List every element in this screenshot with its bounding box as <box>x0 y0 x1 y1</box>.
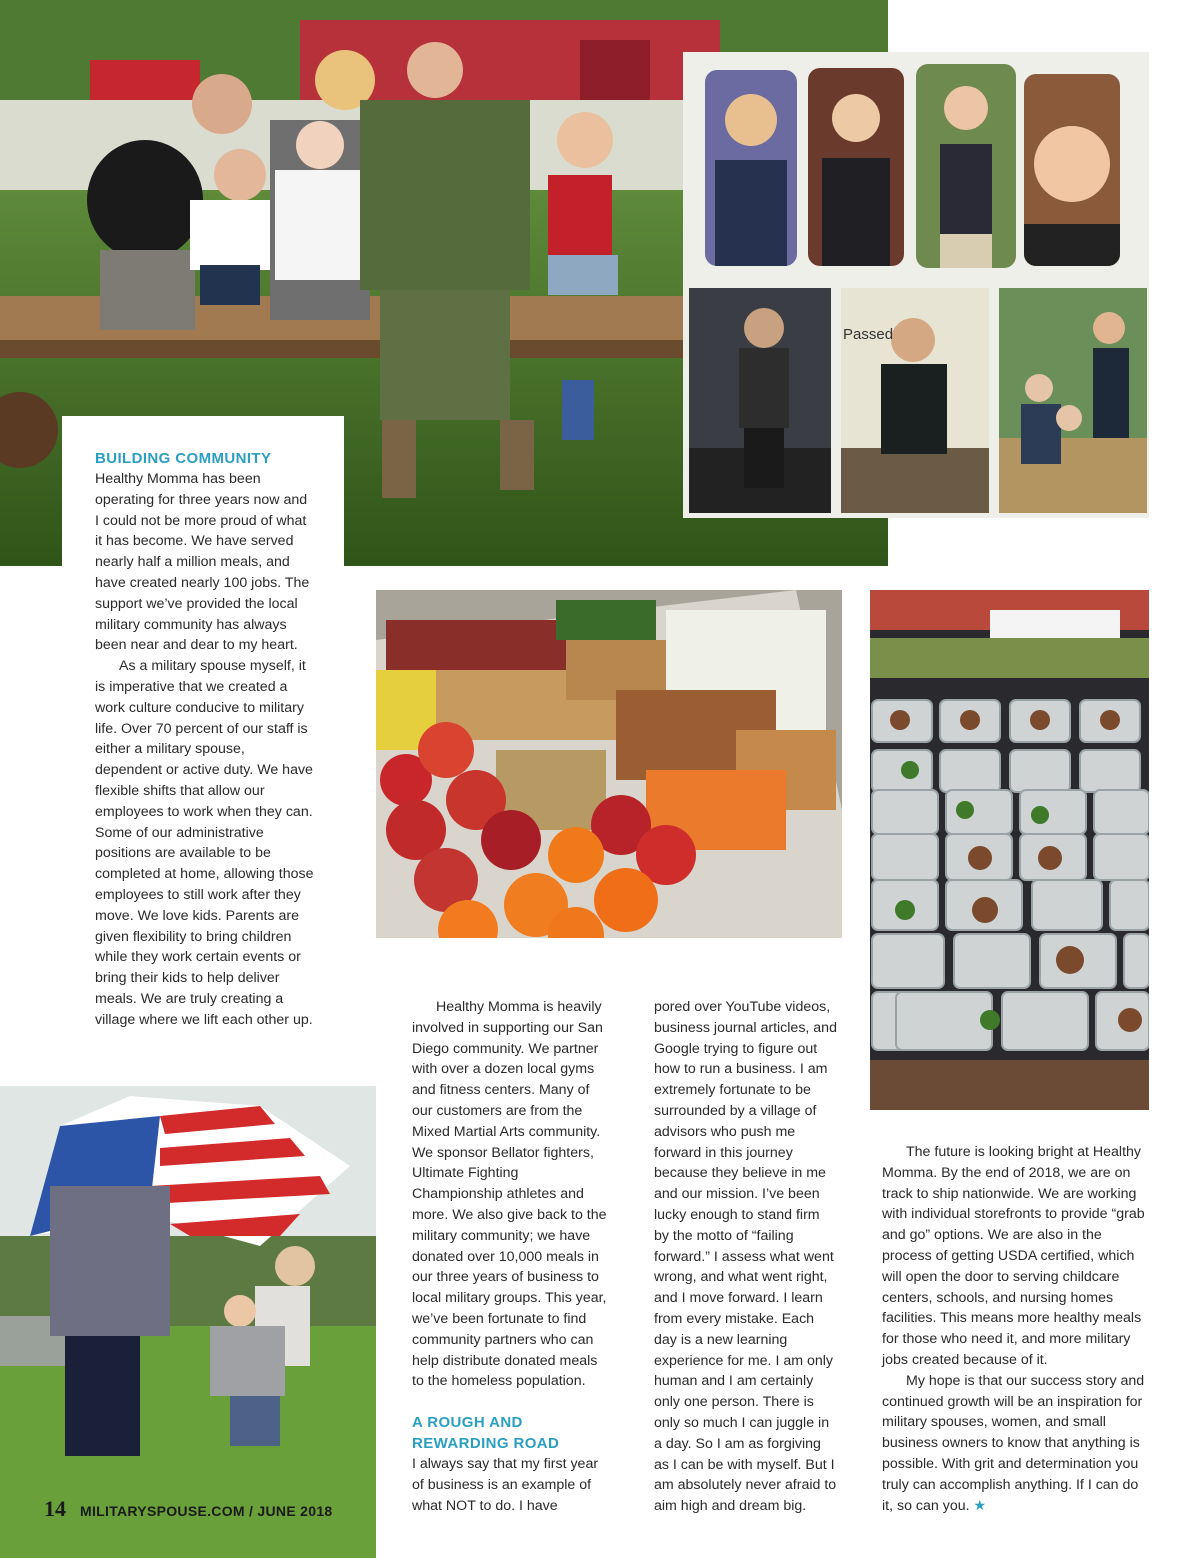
kids-flag-photo <box>0 1086 376 1558</box>
heading-line: A ROUGH AND <box>412 1414 523 1432</box>
column-failing-forward <box>654 997 838 1517</box>
paragraph: The future is looking bright at Healthy Momma. By the end of 2018, we are on track to ship nationwide. We are working with individual storefronts to provide “grab and go” options. We are also in the process of getting USDA certified, which will open the door to serving childcare centers, schools, and nursing homes facilities. This means more healthy meals for those who need it, and more military jobs created because of it. <box>882 1144 1145 1368</box>
transformation-photo-4 <box>1024 74 1120 266</box>
footer-text: MILITARYSPOUSE.COM / JUNE 2018 <box>80 1503 333 1519</box>
paragraph: As a military spouse myself, it is imperative that we created a work culture conducive to military life. Over 70 percent of our staff is either a military spouse, dependent or active duty. We have flexible shifts that allow our employees to work when they can. Some of our administrative positions are available to be completed at home, allowing those employees to still work after they move. We love kids. Parents are given flexibility to bring children while they work certain events or bring their kids to help deliver meals. We are truly creating a village where we lift each other up. <box>95 658 314 1028</box>
section-heading-building-community: BUILDING COMMUNITY <box>95 450 272 467</box>
passed-photo <box>841 288 989 513</box>
heading-line: REWARDING ROAD <box>412 1435 560 1453</box>
paragraph-text: My hope is that our success story and continued growth will be an inspiration for military spouses, women, and small business owners to know that anything is possible. With grit and determination you truly can accomplish anything. If I can do it, so can you. <box>882 1372 1145 1514</box>
paragraph: Healthy Momma has been operating for three years now and I could not be more proud of what it has become. We have served nearly half a million meals, and have created nearly 100 jobs. The support we’ve provided the local military community has always been near and dear to my heart. <box>95 471 310 654</box>
snack-tray-photo <box>376 590 842 938</box>
paragraph: I always say that my first year of business is an example of what NOT to do. I have <box>412 1456 599 1514</box>
meal-prep-photo <box>870 590 1149 1110</box>
section-heading-rough-road <box>412 1412 610 1454</box>
gym-photo <box>689 288 831 513</box>
transformation-photo-3 <box>916 64 1016 268</box>
end-star-icon: ★ <box>973 1497 987 1514</box>
transformation-photo-2 <box>808 68 904 266</box>
column-community-support <box>412 997 610 1517</box>
transformation-photo-1 <box>705 70 797 266</box>
paragraph <box>882 1371 1148 1517</box>
outdoor-family-photo <box>999 288 1147 513</box>
page-number: 14 <box>44 1496 66 1521</box>
column-building-community <box>95 448 315 1031</box>
passed-sign-text: Passed <box>843 326 894 343</box>
page-footer <box>44 1496 333 1522</box>
paragraph: pored over YouTube videos, business journal articles, and Google trying to figure out how to run a business. I am extremely fortunate to be surrounded by a village of advisors who push me forward in this journey because they believe in me and our mission. I’ve been lucky enough to stand firm by the motto of “failing forward.” I assess what went wrong, and what went right, and I move forward. I learn from every mistake. Each day is a new learning experience for me. I am only human and I am certainly only one person. There is only so much I can juggle in a day. So I am as forgiving as I can be with myself. But I am absolutely never afraid to aim high and dream big. <box>654 999 837 1515</box>
column-future <box>882 1142 1148 1516</box>
paragraph: Healthy Momma is heavily involved in supporting our San Diego community. We partner with over a dozen local gyms and fitness centers. Many of our customers are from the Mixed Martial Arts community. We sponsor Bellator fighters, Ultimate Fighting Championship athletes and more. We also give back to the military community; we have donated over 10,000 meals in our three years of business to local military groups. This year, we’ve been fortunate to find community partners who can help distribute donated meals to the homeless population. <box>412 999 607 1390</box>
